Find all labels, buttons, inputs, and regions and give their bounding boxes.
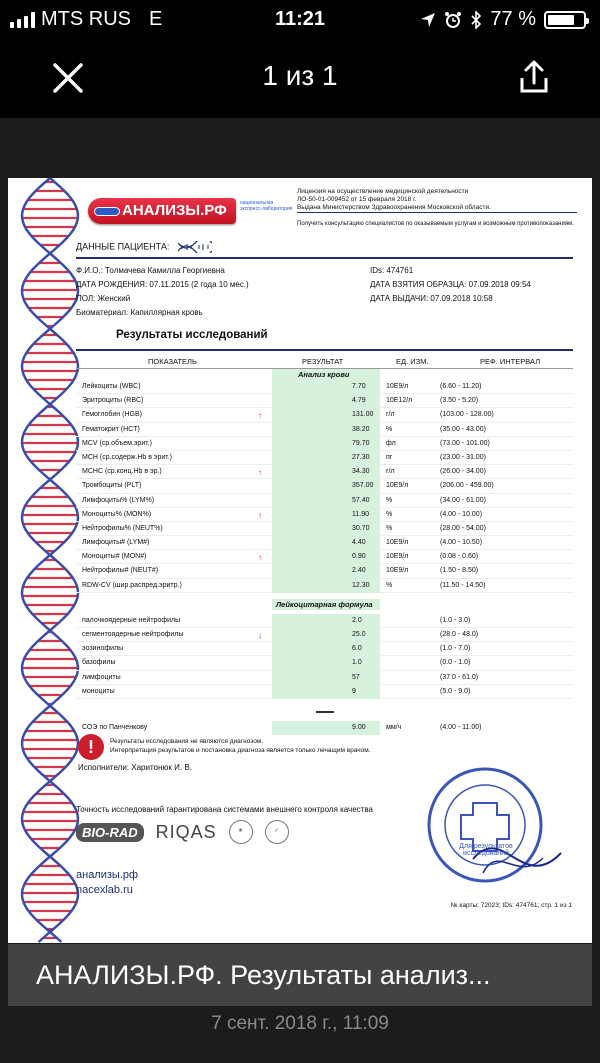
table-row — [76, 494, 573, 508]
row-name: Нейтрофилы% (NEUT%) — [82, 524, 163, 532]
divider — [76, 257, 573, 259]
row-ref: (28.0 - 48.0) — [440, 631, 479, 638]
issue-date: ДАТА ВЫДАЧИ: 07.09.2018 10:58 — [370, 294, 493, 303]
patient-biomaterial: Биоматериал: Капиллярная кровь — [76, 308, 203, 317]
row-value: 57 — [352, 673, 360, 681]
row-unit: 10Е9/л — [386, 553, 409, 561]
link-analizy[interactable]: анализы.рф — [76, 869, 139, 881]
row-ref: (1.0 - 3.0) — [440, 616, 471, 624]
row-unit: 10Е9/л — [386, 383, 409, 390]
flag-icon: ↑ — [258, 468, 262, 478]
table-row — [76, 508, 573, 522]
row-value: 2.40 — [352, 567, 366, 575]
table-row — [76, 536, 573, 550]
row-name: MCV (ср.объем.эрит.) — [82, 439, 152, 447]
row-value: 38.20 — [352, 425, 370, 433]
flag-icon: ↓ — [258, 631, 262, 640]
riqas-logo: RIQAS — [155, 821, 217, 842]
row-ref: (4.00 - 10.50) — [440, 539, 483, 547]
row-ref: (4.00 - 10.00) — [440, 510, 483, 518]
table-row — [76, 614, 573, 628]
patient-data-label: ДАННЫЕ ПАЦИЕНТА: — [76, 241, 212, 253]
row-value: 6.0 — [352, 645, 362, 653]
row-name: палочкоядерные нейтрофилы — [82, 616, 181, 624]
document-image[interactable] — [8, 178, 592, 943]
row-value: 25.0 — [352, 631, 366, 638]
row-value: 357.00 — [352, 482, 374, 490]
row-ref: (73.00 - 101.00) — [440, 439, 490, 447]
table-row — [76, 394, 573, 408]
row-unit: % — [386, 581, 393, 589]
row-ref: (103.00 - 128.00) — [440, 411, 494, 419]
table-row — [76, 564, 573, 578]
license-note: Получить консультацию специалистов по оказываемым услугам и возможным противопоказаниям. — [297, 221, 574, 227]
patient-dob: ДАТА РОЖДЕНИЯ: 07.11.2015 (2 года 10 мес.) — [76, 280, 249, 289]
bluetooth-icon — [470, 11, 482, 29]
row-ref: (37.0 - 61.0) — [440, 673, 479, 681]
page-counter: 1 из 1 — [262, 60, 338, 91]
biorad-logo: BIO-RAD — [76, 823, 144, 842]
cert-icon: ✓ — [265, 820, 289, 844]
location-icon — [420, 12, 436, 28]
row-unit: 10Е12/л — [386, 397, 413, 405]
row-name: Моноциты% (MON%) — [82, 510, 152, 518]
row-ref: (35.00 - 43.00) — [440, 425, 486, 433]
stamp-text: Для результатов исследований — [459, 843, 513, 857]
row-value: 9 — [352, 687, 356, 695]
row-value: 131.00 — [352, 411, 374, 419]
row-ref: (26.00 - 34.00) — [440, 468, 486, 476]
table-row: СОЭ по Панченкову 9.00 мм/ч (4.00 - 11.00) — [76, 721, 573, 735]
table-row — [76, 408, 573, 422]
sample-date: ДАТА ВЗЯТИЯ ОБРАЗЦА: 07.09.2018 09:54 — [370, 280, 531, 289]
row-unit: пг — [386, 453, 393, 461]
row-ref: (3.50 - 5.20) — [440, 397, 479, 405]
table-row — [76, 685, 573, 699]
footnote: № карты: 72023; IDs: 474761; стр. 1 из 1 — [450, 902, 572, 909]
links — [76, 868, 138, 898]
warning-text-2: Интерпретация результатов и постановка диагноза является только лечащим врачом. — [110, 747, 371, 754]
row-ref: (6.60 - 11.20) — [440, 383, 482, 390]
row-value: 11.90 — [352, 510, 369, 518]
table-row — [76, 656, 573, 670]
row-unit: % — [386, 524, 393, 532]
row-name: Лимфоциты% (LYM%) — [82, 496, 155, 504]
row-name: Эритроциты (RBC) — [82, 397, 144, 405]
flag-icon: ↑ — [258, 411, 262, 421]
lab-logo: АНАЛИЗЫ.РФ — [88, 198, 236, 224]
row-name: RDW-CV (шир.распред.эритр.) — [82, 581, 182, 589]
table-row — [76, 479, 573, 493]
row-ref: (5.0 - 9.0) — [440, 687, 471, 695]
row-name: MCH (ср.содерж.Hb в эрит.) — [82, 453, 173, 461]
table-row — [76, 671, 573, 685]
row-ref: (206.00 - 459.00) — [440, 482, 494, 490]
table-row — [76, 465, 573, 479]
row-unit: % — [386, 510, 393, 518]
row-name: моноциты — [82, 687, 115, 695]
row-value: 30.70 — [352, 524, 370, 532]
patient-name: Ф.И.О.: Толмачева Камилла Георгиевна — [76, 266, 225, 275]
separator — [76, 699, 573, 721]
patient-ids: IDs: 474761 — [370, 266, 414, 275]
row-value: 0.90 — [352, 553, 366, 561]
flag-icon: ↑ — [258, 510, 262, 520]
row-name: базофилы — [82, 659, 116, 667]
row-ref: (28.00 - 54.00) — [440, 524, 486, 532]
image-caption: АНАЛИЗЫ.РФ. Результаты анализ... — [8, 944, 592, 1006]
table-row — [76, 423, 573, 437]
row-ref: (34.00 - 61.00) — [440, 496, 486, 504]
row-ref: (1.0 - 7.0) — [440, 645, 471, 653]
row-name: Лимфоциты# (LYM#) — [82, 539, 150, 547]
row-value: 7.70 — [352, 383, 366, 390]
carrier: MTS RUS — [41, 8, 131, 30]
row-name: Лейкоциты (WBC) — [82, 383, 141, 390]
row-value: 2.0 — [352, 616, 362, 624]
dna-icon — [178, 241, 212, 253]
table-row — [76, 437, 573, 451]
row-value: 57.40 — [352, 496, 370, 504]
network-type: E — [149, 8, 163, 30]
table-row — [76, 579, 573, 593]
lab-tagline: национальная экспресс-лаборатория — [240, 200, 293, 212]
row-name: Моноциты# (MON#) — [82, 553, 147, 561]
row-unit: 10Е9/л — [386, 482, 409, 490]
quality-note: Точность исследований гарантирована системами внешнего контроля качества — [76, 805, 373, 814]
row-unit: 10Е9/л — [386, 539, 409, 547]
share-icon[interactable] — [514, 58, 554, 98]
table-header: ПОКАЗАТЕЛЬ РЕЗУЛЬТАТ ЕД. ИЗМ. РЕФ. ИНТЕРВАЛ — [76, 349, 573, 369]
row-name: Гемоглобин (HGB) — [82, 411, 142, 419]
table-row — [76, 550, 573, 564]
row-name: сегментоядерные нейтрофилы — [82, 631, 184, 638]
table-row — [76, 642, 573, 656]
row-name: Нейтрофилы# (NEUT#) — [82, 567, 159, 575]
lab-stamp — [423, 763, 563, 903]
row-value: 1.0 — [352, 659, 362, 667]
row-unit: г/л — [386, 468, 395, 476]
row-ref: (1.50 - 8.50) — [440, 567, 479, 575]
results-title: Результаты исследований — [116, 329, 268, 341]
status-bar — [0, 0, 600, 38]
executor: Исполнители: Харитонюк И. В. — [78, 763, 192, 772]
row-name: MCHC (ср.конц.Hb в эр.) — [82, 468, 162, 476]
row-unit: % — [386, 496, 393, 504]
row-ref: (0.08 - 0.60) — [440, 553, 479, 561]
flag-icon: ↑ — [258, 553, 262, 563]
image-date: 7 сент. 2018 г., 11:09 — [211, 1013, 389, 1034]
row-value: 27.30 — [352, 453, 370, 461]
quality-brands — [76, 820, 289, 844]
results-table — [76, 349, 573, 735]
row-name: эозинофилы — [82, 645, 124, 653]
battery-icon — [544, 11, 586, 29]
row-value: 4.79 — [352, 397, 366, 405]
license-block: Лицензия на осуществление медицинской деятельности ЛО-50-01-009452 от 15 февраля 2018 г. Выдана Министерством Здравоохранения Московской области. — [297, 188, 577, 213]
alarm-icon — [444, 11, 462, 29]
row-name: Тромбоциты (PLT) — [82, 482, 142, 490]
row-unit: г/л — [386, 411, 395, 419]
row-unit: фл — [386, 439, 396, 447]
row-ref: (23.00 - 31.00) — [440, 453, 486, 461]
row-value: 12.30 — [352, 581, 370, 589]
row-name: лимфоциты — [82, 673, 121, 681]
row-name: Гематокрит (HCT) — [82, 425, 140, 433]
row-value: 4.40 — [352, 539, 366, 547]
row-unit: 10Е9/л — [386, 567, 409, 575]
row-value: 34.30 — [352, 468, 370, 476]
row-unit: % — [386, 425, 393, 433]
table-row — [76, 628, 573, 642]
table-row — [76, 522, 573, 536]
warning-icon: ! — [78, 734, 104, 760]
row-ref: (0.0 - 1.0) — [440, 659, 471, 667]
battery-percent: 77 % — [490, 8, 536, 30]
patient-sex: ПОЛ: Женский — [76, 294, 131, 303]
warning-text-1: Результаты исследования не являются диагнозом. — [110, 738, 264, 745]
link-nacexlab[interactable]: nacexlab.ru — [76, 884, 133, 896]
table-row — [76, 451, 573, 465]
table-row — [76, 380, 573, 394]
nav-bar — [0, 38, 600, 118]
cert-icon: ★ — [229, 820, 253, 844]
row-ref: (11.50 - 14.50) — [440, 581, 486, 589]
section-formula: Лейкоцитарная формула — [76, 599, 573, 610]
section-blood: Анализ крови — [76, 369, 573, 380]
row-value: 79.70 — [352, 439, 370, 447]
clock: 11:21 — [274, 8, 326, 30]
